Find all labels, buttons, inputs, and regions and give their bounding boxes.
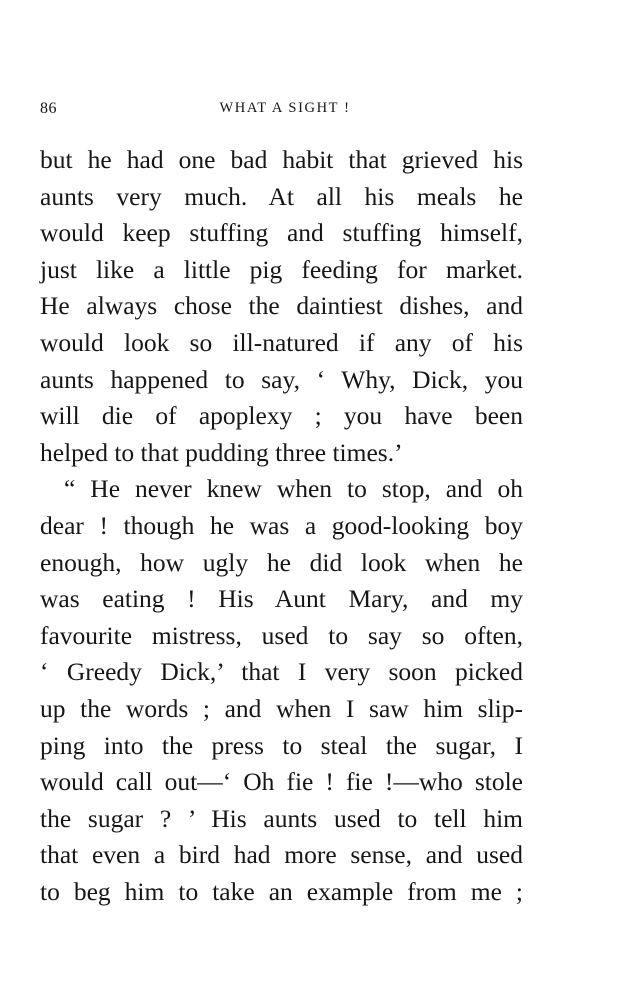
text-line: to beg him to take an example from me ; [40,876,523,906]
page-number: 86 [40,100,57,117]
text-line: helped to that pudding three times.’ [40,437,403,467]
running-head [40,100,520,124]
text-line: aunts very much. At all his meals he [40,181,523,211]
text-line: would call out—‘ Oh fie ! fie !—who stole [40,767,523,797]
text-line: He always chose the daintiest dishes, and [40,291,523,321]
running-title: WHAT A SIGHT ! [219,100,351,116]
text-line: just like a little pig feeding for market. [40,254,523,284]
text-line: would look so ill-natured if any of his [40,327,523,357]
paragraph-1 [40,142,523,471]
text-line: will die of apoplexy ; you have been [40,401,523,431]
text-line: was eating ! His Aunt Mary, and my [40,584,523,614]
text-line: up the words ; and when I saw him slip- [40,693,523,723]
text-line: dear ! though he was a good-looking boy [40,510,523,540]
text-line: “ He never knew when to stop, and oh [64,474,523,504]
text-line: would keep stuffing and stuffing himself, [40,218,523,248]
paragraph-2 [40,471,523,910]
text-line: enough, how ugly he did look when he [40,547,523,577]
text-line: but he had one bad habit that grieved his [40,145,523,174]
text-line: ping into the press to steal the sugar, I [40,730,523,760]
text-line: aunts happened to say, ‘ Why, Dick, you [40,364,523,394]
text-line: favourite mistress, used to say so often, [40,620,523,650]
body-text [40,142,523,910]
text-line: that even a bird had more sense, and used [40,840,523,870]
text-line: the sugar ? ’ His aunts used to tell him [40,803,523,833]
text-line: ‘ Greedy Dick,’ that I very soon picked [40,657,523,687]
